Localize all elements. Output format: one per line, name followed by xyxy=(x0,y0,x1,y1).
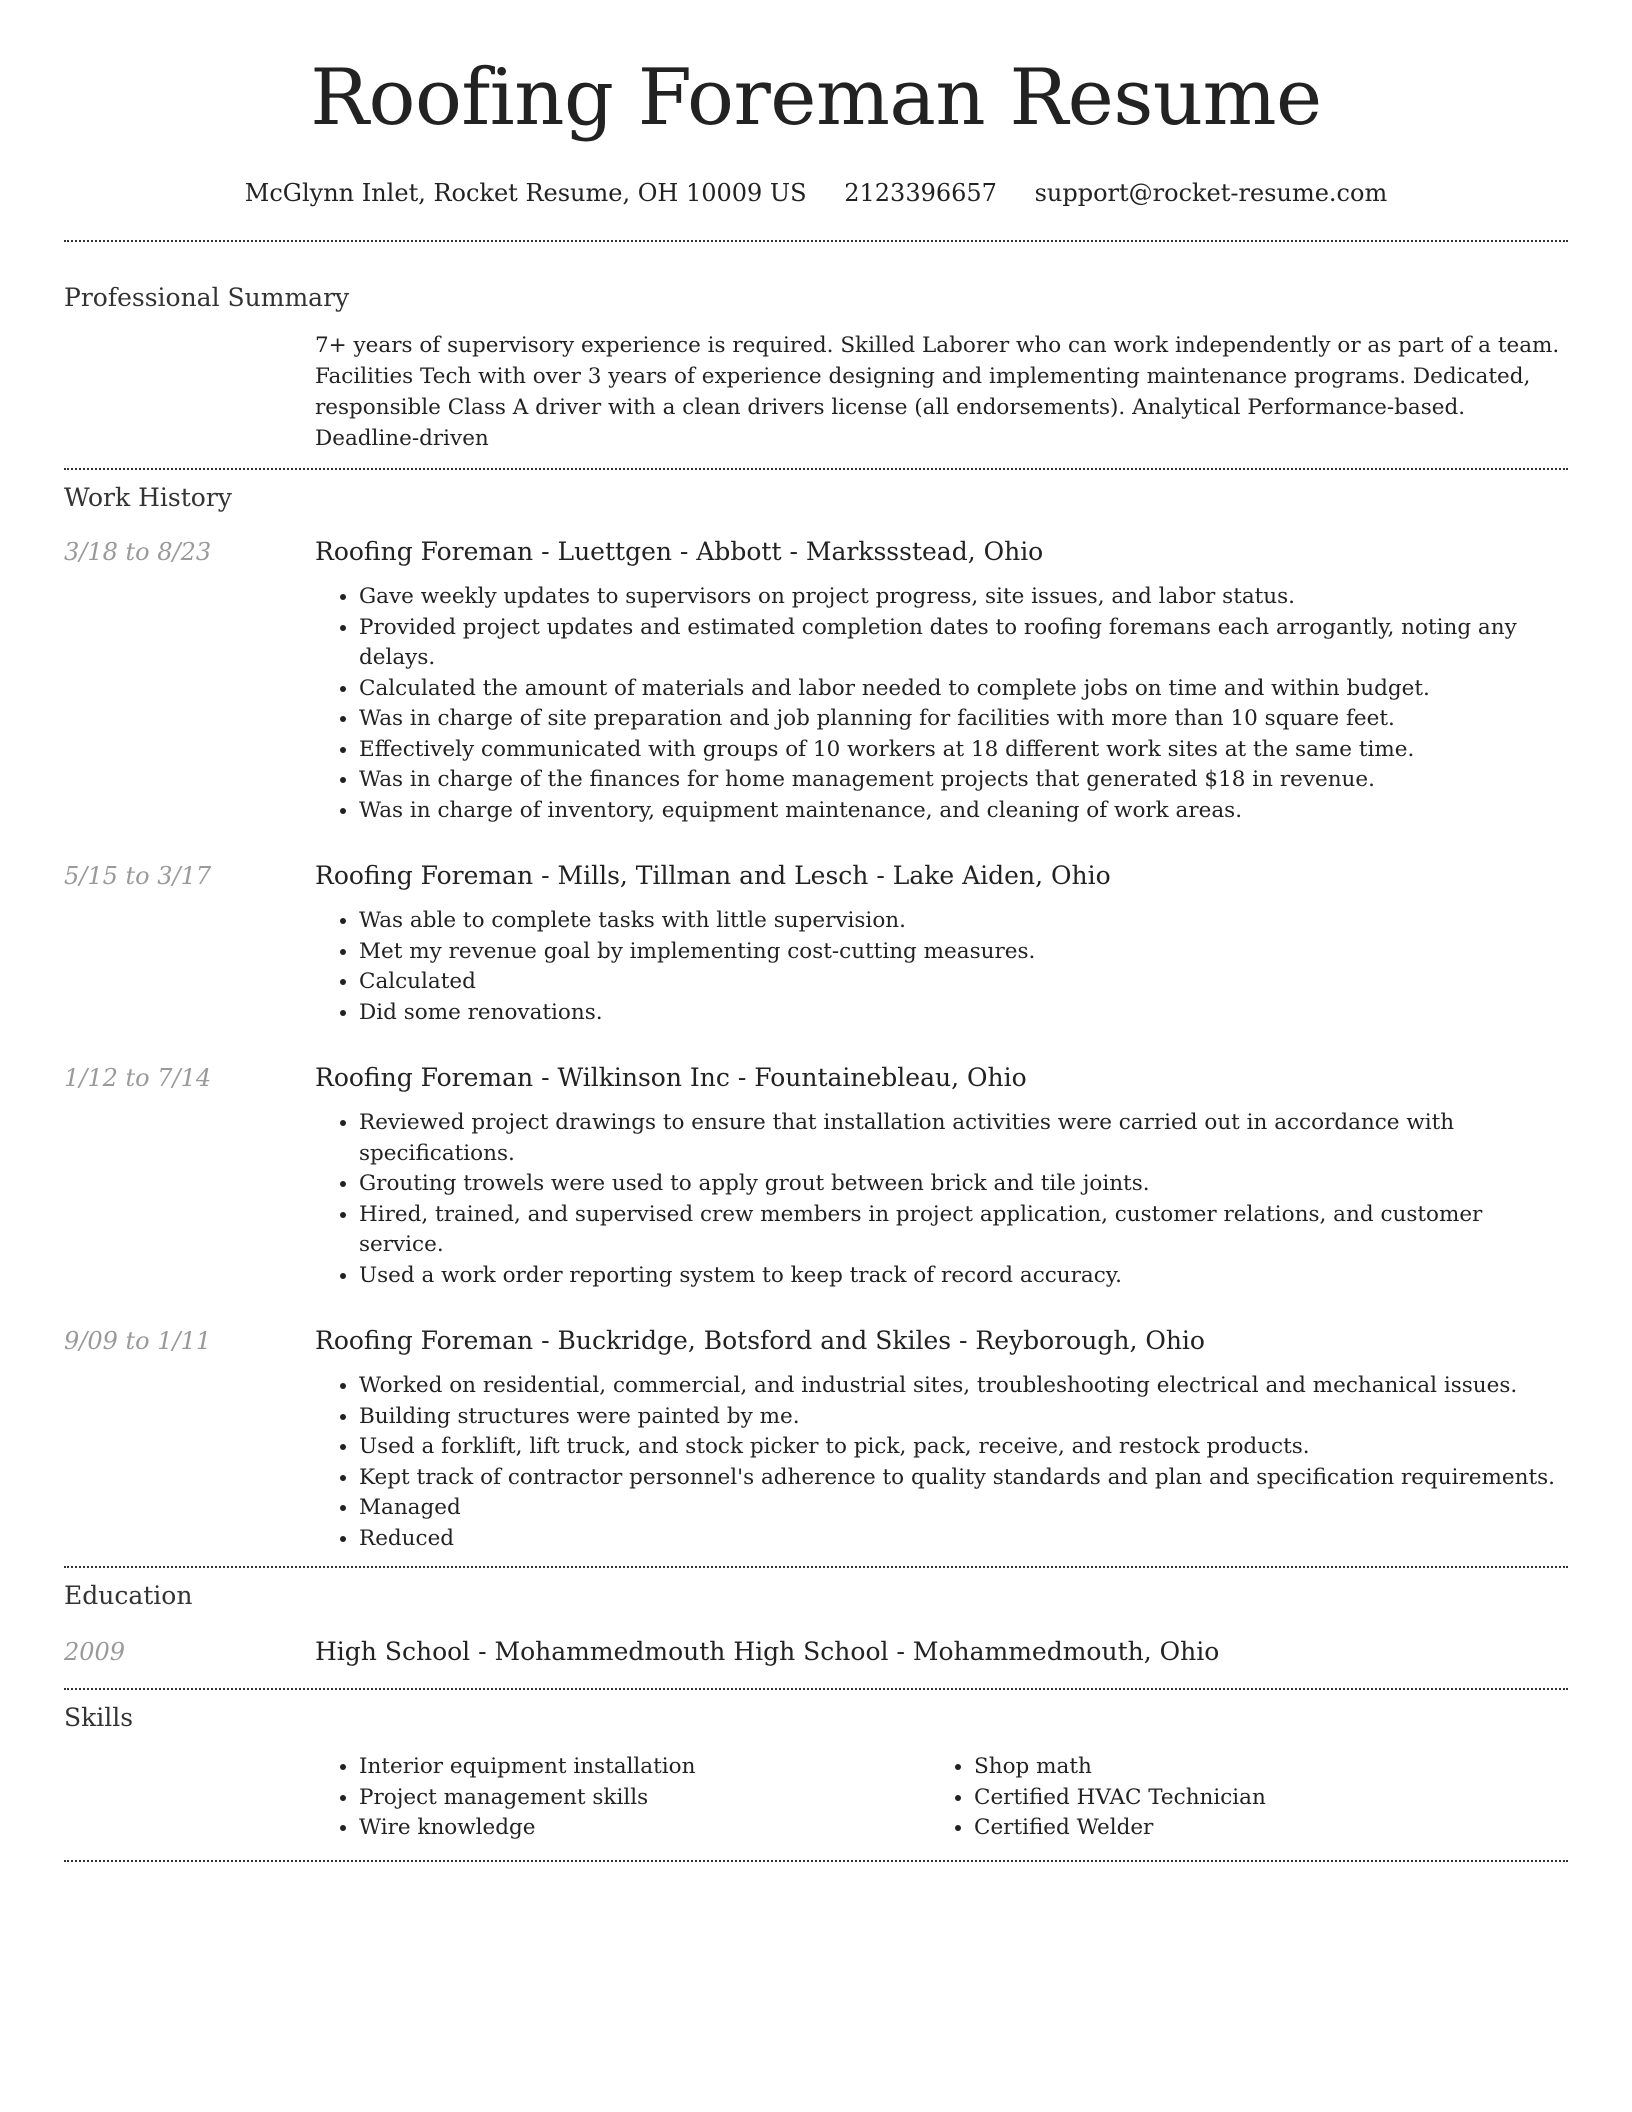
job-bullet: • Reduced xyxy=(359,1524,1568,1555)
work-history-heading: Work History xyxy=(64,483,232,512)
job-bullet: • Was in charge of the finances for home management projects that generated $18 in revenue. xyxy=(359,765,1568,796)
skills-heading: Skills xyxy=(64,1703,134,1732)
summary-heading: Professional Summary xyxy=(64,283,350,312)
job-bullet: • Gave weekly updates to supervisors on project progress, site issues, and labor status. xyxy=(359,582,1568,613)
job-bullet: • Hired, trained, and supervised crew members in project application, customer relations, and customer service. xyxy=(359,1200,1568,1261)
job-bullets xyxy=(315,1108,1568,1291)
work-history-list xyxy=(64,536,1568,1566)
job-bullet: • Was in charge of site preparation and job planning for facilities with more than 10 square feet. xyxy=(359,704,1568,735)
job-title: Roofing Foreman - Mills, Tillman and Lesch - Lake Aiden, Ohio xyxy=(315,861,1111,890)
education-year: 2009 xyxy=(64,1638,126,1666)
divider xyxy=(64,1688,1568,1690)
job-bullets xyxy=(315,582,1568,826)
job-bullet: • Reviewed project drawings to ensure that installation activities were carried out in accordance with specifications. xyxy=(359,1108,1568,1169)
job-title: Roofing Foreman - Wilkinson Inc - Fountainebleau, Ohio xyxy=(315,1063,1027,1092)
education-title: High School - Mohammedmouth High School - Mohammedmouth, Ohio xyxy=(315,1637,1220,1666)
job-bullet: • Kept track of contractor personnel's adherence to quality standards and plan and specification requirements. xyxy=(359,1463,1568,1494)
job-dates: 1/12 to 7/14 xyxy=(64,1064,212,1092)
education-heading: Education xyxy=(64,1581,193,1610)
job-bullet: • Was able to complete tasks with little supervision. xyxy=(359,906,1568,937)
skill-item: • Project management skills xyxy=(359,1783,930,1814)
divider xyxy=(64,240,1568,242)
job-dates: 3/18 to 8/23 xyxy=(64,538,212,566)
contact-email: support@rocket-resume.com xyxy=(1034,179,1388,207)
divider xyxy=(64,468,1568,470)
skills-column-right xyxy=(930,1752,1545,1844)
job-bullets xyxy=(315,906,1568,1028)
page-title: Roofing Foreman Resume xyxy=(310,53,1322,143)
job-bullet: • Provided project updates and estimated completion dates to roofing foremans each arrogantly, noting any delays. xyxy=(359,613,1568,674)
skill-item: • Certified Welder xyxy=(974,1813,1545,1844)
job-dates: 5/15 to 3/17 xyxy=(64,862,212,890)
job-bullet: • Effectively communicated with groups of 10 workers at 18 different work sites at the same time. xyxy=(359,735,1568,766)
job-bullet: • Was in charge of inventory, equipment maintenance, and cleaning of work areas. xyxy=(359,796,1568,827)
contact-phone: 2123396657 xyxy=(844,179,997,207)
summary-text: 7+ years of supervisory experience is required. Skilled Laborer who can work independently or as part of a team. Facilities Tech with over 3 years of experience designing and implementing maintenance programs. Dedicated, responsible Class A driver with a clean drivers license (all endorsements). Analytical Performance-based. Deadline-driven xyxy=(315,333,1560,451)
job-bullet: • Used a forklift, lift truck, and stock picker to pick, pack, receive, and restock products. xyxy=(359,1432,1568,1463)
divider xyxy=(64,1860,1568,1862)
job-bullet: • Did some renovations. xyxy=(359,998,1568,1029)
job-bullet: • Calculated the amount of materials and labor needed to complete jobs on time and within budget. xyxy=(359,674,1568,705)
job-entry xyxy=(64,536,1568,826)
job-bullet: • Managed xyxy=(359,1493,1568,1524)
job-bullet: • Grouting trowels were used to apply grout between brick and tile joints. xyxy=(359,1169,1568,1200)
job-bullet: • Building structures were painted by me. xyxy=(359,1402,1568,1433)
contact-line xyxy=(64,178,1568,208)
job-bullet: • Worked on residential, commercial, and industrial sites, troubleshooting electrical and mechanical issues. xyxy=(359,1371,1568,1402)
skill-item: • Wire knowledge xyxy=(359,1813,930,1844)
job-bullet: • Met my revenue goal by implementing cost-cutting measures. xyxy=(359,937,1568,968)
job-bullet: • Used a work order reporting system to keep track of record accuracy. xyxy=(359,1261,1568,1292)
job-title: Roofing Foreman - Buckridge, Botsford and Skiles - Reyborough, Ohio xyxy=(315,1326,1205,1355)
skills-column-left xyxy=(315,1752,930,1844)
skills-list xyxy=(315,1752,1568,1860)
contact-address: McGlynn Inlet, Rocket Resume, OH 10009 US xyxy=(244,179,807,207)
skill-item: • Certified HVAC Technician xyxy=(974,1783,1545,1814)
job-entry xyxy=(64,1325,1568,1554)
job-title: Roofing Foreman - Luettgen - Abbott - Markssstead, Ohio xyxy=(315,537,1044,566)
job-entry xyxy=(64,1062,1568,1291)
education-entry xyxy=(64,1636,1568,1688)
skill-item: • Shop math xyxy=(974,1752,1545,1783)
divider xyxy=(64,1566,1568,1568)
skill-item: • Interior equipment installation xyxy=(359,1752,930,1783)
job-bullets xyxy=(315,1371,1568,1554)
job-entry xyxy=(64,860,1568,1028)
job-dates: 9/09 to 1/11 xyxy=(64,1327,212,1355)
job-bullet: • Calculated xyxy=(359,967,1568,998)
